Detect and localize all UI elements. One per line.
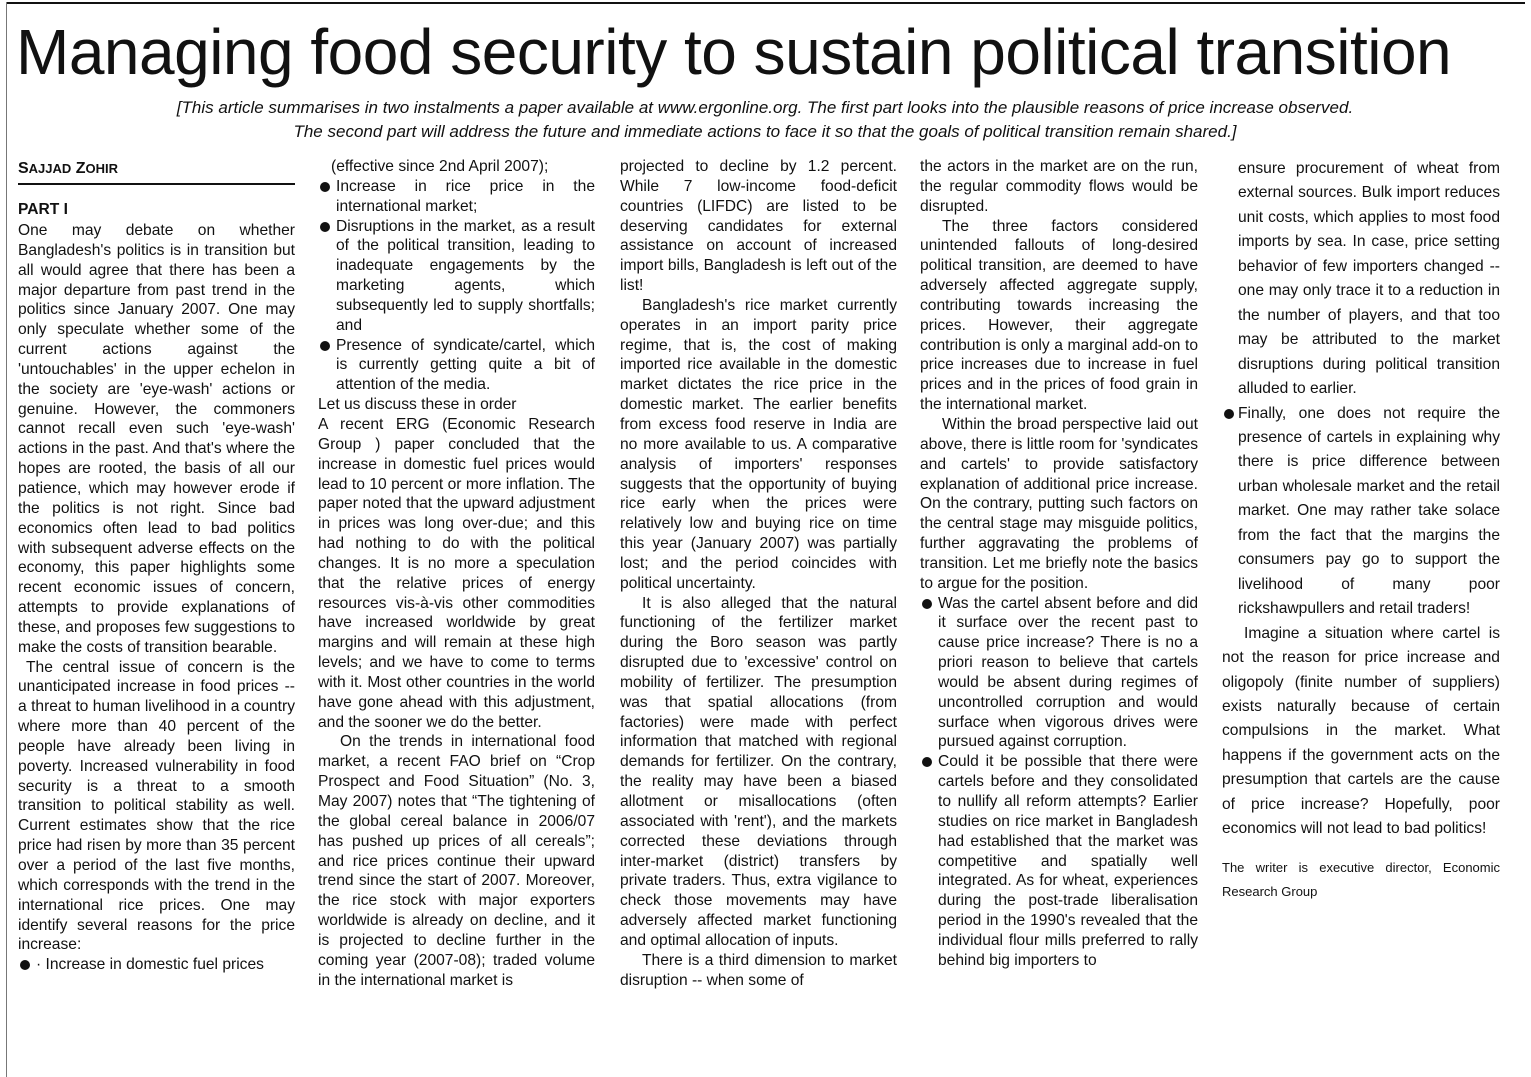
- paragraph: A recent ERG (Economic Research Group ) paper concluded that the increase in domestic fuel prices would lead to 10 percent or more inflation. The paper noted that the upward adjustment in prices was long over-due; and this had nothing to do with the political changes. It is no more a speculation that the relative prices of energy resources vis-à-vis other commodities have increased worldwide by great margins and will remain at these high levels; and we have to come to terms with it. Most other countries in the world have gone ahead with this adjustment, and the sooner we do the better.: [318, 415, 595, 731]
- headline: Managing food security to sustain political transition: [16, 16, 1452, 88]
- paragraph: Within the broad perspective laid out above, there is little room for 'syndicates and cartels' to provide satisfactory explanation of additional price increase. On the contrary, putting such factors on the central stage may misguide politics, further aggravating the problems of transition. Let me briefly note the basics to argue for the position.: [920, 415, 1198, 592]
- bullet-continuation: ensure procurement of wheat from external sources. Bulk import reduces unit costs, which applies to most food imports by sea. In case, price setting behavior of few importers changed -- one may only trace it to a reduction in the number of players, and that too may be attributed to the market disruptions during political transition alluded to earlier.: [1238, 160, 1500, 398]
- paragraph: Bangladesh's rice market currently operates in an import parity price regime, that is, the cost of making imported rice available in the domestic market dictates the rice price in the domestic market. The earlier benefits from excess food reserve in India are no more available to us. A comparative analysis of importers' responses suggests that the opportunity of buying rice early when the prices were relatively low and buying rice on time this year (January 2007) was partially lost; and the period coincides with political uncertainty.: [620, 296, 897, 592]
- bullet-text: Presence of syndicate/cartel, which is currently getting quite a bit of attention of the media.: [336, 336, 595, 394]
- part-label: PART I: [18, 201, 68, 218]
- intro-line-1: [This article summarises in two instalments a paper available at www.ergonline.org. The first part looks into the plausible reasons of price increase observed.: [176, 98, 1354, 117]
- bullet-dot-icon: [922, 599, 932, 609]
- bullet-text: · Increase in domestic fuel prices: [36, 956, 264, 974]
- top-rule: [6, 2, 1525, 4]
- bullet-dot-icon: [320, 222, 330, 232]
- bullet-text: Increase in rice price in the international market;: [336, 177, 595, 215]
- author-note: The writer is executive director, Economic Research Group: [1222, 859, 1500, 899]
- bullet-item: [318, 177, 595, 217]
- column-4: [920, 157, 1198, 971]
- bullet-dot-icon: [320, 341, 330, 351]
- bullet-dot-icon: [922, 757, 932, 767]
- bullet-item: [920, 594, 1198, 753]
- bullet-item: [1222, 402, 1500, 622]
- paragraph: The three factors considered unintended fallouts of long-desired political transition, are deemed to have adversely affected aggregate supply, contributing towards increasing the prices. However, their aggregate contribution is only a marginal add-on to price increases due to increase in fuel prices and in the prices of food grain in the international market.: [920, 217, 1198, 414]
- column-1: [18, 157, 295, 975]
- intro-note: [20, 96, 1510, 144]
- column-2: [318, 157, 595, 990]
- paragraph: On the trends in international food market, a recent FAO brief on “Crop Prospect and Food Situation” (No. 3, May 2007) notes that “The tightening of the global cereal balance in 2006/07 has pushed up prices of all cereals”; and rice prices continue their upward trend since the start of 2007. Moreover, the rice stock with major exporters worldwide is already on decline, and it is projected to decline further in the coming year (2007-08); traded volume in the international market is: [318, 733, 595, 989]
- paragraph: the actors in the market are on the run, the regular commodity flows would be disrupted.: [920, 158, 1198, 215]
- intro-line-2: The second part will address the future and immediate actions to face it so that the goals of political transition remain shared.]: [293, 122, 1237, 141]
- paragraph: Let us discuss these in order: [318, 396, 517, 414]
- paragraph: projected to decline by 1.2 percent. While 7 low-income food-deficit countries (LIFDC) are listed to be deserving candidates for external assistance on account of increased import bills, Bangladesh is left out of the list!: [620, 158, 897, 295]
- bullet-dot-icon: [20, 960, 30, 970]
- bullet-dot-icon: [320, 182, 330, 192]
- byline-rule: [18, 183, 295, 185]
- bullet-item: [18, 955, 295, 975]
- paragraph: It is also alleged that the natural functioning of the fertilizer market during the Boro season was partly disrupted due to 'excessive' control on mobility of fertilizer. The presumption was that spatial allocations (from factories) were made with perfect information that matched with regional demands for fertilizer. On the contrary, the reality may have been a biased allotment or misallocations (often associated with 'rent'), and the markets corrected these deviations through inter-market (district) transfers by private traders. Thus, extra vigilance to check those movements may have adversely affected market functioning and optimal allocation of inputs.: [620, 594, 897, 949]
- bullet-dot-icon: [1224, 409, 1234, 419]
- paragraph: Imagine a situation where cartel is not the reason for price increase and oligopoly (finite number of suppliers) exists naturally because of certain compulsions in the market. What happens if the government acts on the presumption that cartels are the cause of price increase? Hopefully, poor economics will not lead to bad politics!: [1222, 624, 1500, 838]
- bullet-text: Was the cartel absent before and did it surface over the recent past to cause price increase? There is no a priori reason to believe that cartels would be absent during regimes of uncontrolled corruption and would surface when vigorous drives were pursued against corruption.: [938, 594, 1198, 751]
- bullet-item: [920, 752, 1198, 970]
- paragraph: The central issue of concern is the unanticipated increase in food prices -- a threat to human livelihood in a country where more than 40 percent of the people have already been living in poverty. Increased vulnerability in food security is a threat to a smooth transition to political stability as well. Current estimates show that the rice price had risen by more than 35 percent over a period of the last five months, which corresponds with the trend in the international rice prices. One may identify several reasons for the price increase:: [18, 658, 295, 954]
- column-5: [1222, 157, 1500, 904]
- column-3: [620, 157, 897, 990]
- left-rule: [6, 2, 7, 1077]
- bullet-continuation: (effective since 2nd April 2007);: [331, 158, 549, 175]
- bullet-text: Disruptions in the market, as a result of the political transition, leading to inadequate engagements by the marketing agents, which subsequently led to supply shortfalls; and: [336, 217, 595, 334]
- paragraph: There is a third dimension to market disruption -- when some of: [620, 951, 897, 989]
- byline: SAJJAD ZOHIR: [18, 160, 119, 177]
- paragraph: One may debate on whether Bangladesh's politics is in transition but all would agree that there has been a major departure from past trend in the politics since January 2007. One may only speculate whether some of the current actions against the 'untouchables' in the upper echelon in the society are 'eye-wash' actions or genuine. However, the commoners cannot recall even such 'eye-wash' actions in the past. And that's where the hopes are rooted, the basis of all our patience, which may however erode if the politics is not right. Since bad economics often lead to bad politics with subsequent adverse effects on the economy, this paper highlights some recent economic issues of concern, attempts to provide explanations of these, and proposes few suggestions to make the costs of transition bearable.: [18, 222, 295, 656]
- bullet-text: Could it be possible that there were cartels before and they consolidated to nullify all reform attempts? Earlier studies on rice market in Bangladesh had established that the market was competitive and spatially well integrated. As for wheat, experiences during the post-trade liberalisation period in the 1990's revealed that the individual flour mills preferred to rally behind big importers to: [938, 753, 1198, 969]
- bullet-item: [318, 336, 595, 396]
- bullet-item: [318, 217, 595, 336]
- bullet-text: Finally, one does not require the presence of cartels in explaining why there is price difference between urban wholesale market and the retail market. One may rather take solace from the fact that the margins the consumers pay go to support the livelihood of many poor rickshawpullers and retail traders!: [1238, 404, 1500, 618]
